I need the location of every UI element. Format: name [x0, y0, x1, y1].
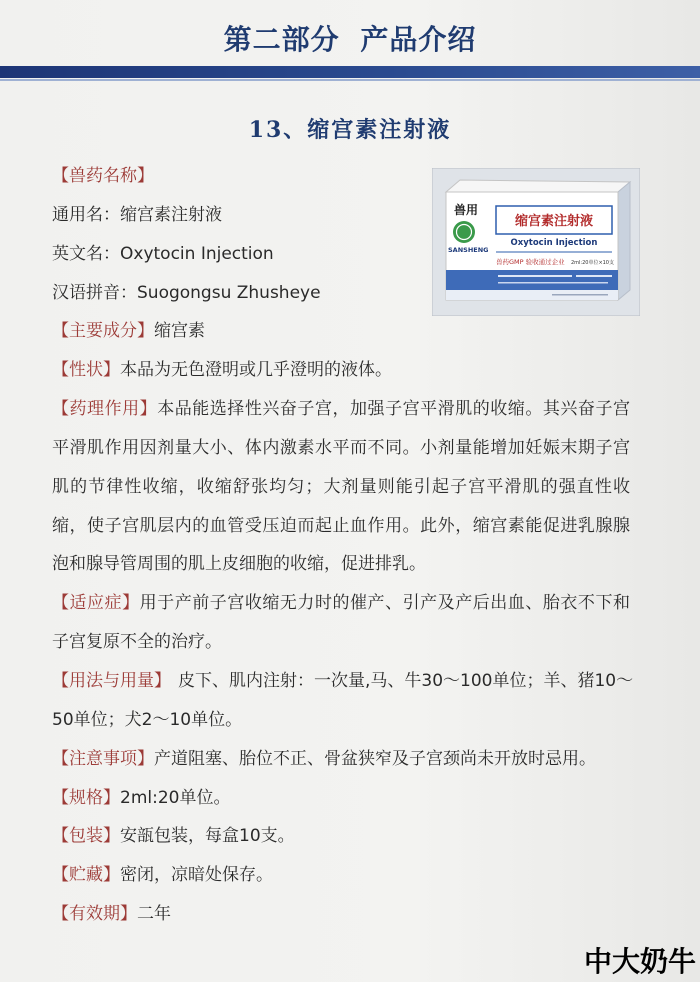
english-name [52, 235, 630, 274]
pharmacology-line: 平滑肌作用因剂量大小、体内激素水平而不同。小剂量能增加妊娠末期子宫 [52, 437, 630, 458]
section-label: 【包装】 [52, 826, 120, 847]
section-indications [52, 584, 630, 623]
pharmacology-line: 缩，使子宫肌层内的血管受压迫而起止血作用。此外，缩宫素能促进乳腺腺 [52, 515, 630, 536]
storage-text: 密闭，凉暗处保存。 [120, 865, 273, 886]
indications-line: 用于产前子宫收缩无力时的催产、引产及产后出血、胎衣不下和 [139, 593, 630, 614]
box-product-name: 缩宫素注射液 [514, 214, 594, 229]
section-label: 【兽药名称】 [52, 166, 154, 186]
header-band-line [0, 79, 700, 81]
dosage-line: 50单位；犬2～10单位。 [52, 709, 243, 730]
pharmacology-line: 泡和腺导管周围的肌上皮细胞的收缩，促进排乳。 [52, 554, 426, 575]
section-label: 【药理作用】 [52, 399, 158, 420]
section-precautions [52, 740, 630, 779]
section-label: 【用法与用量】 [52, 670, 171, 691]
pinyin-name-text: 汉语拼音：Suogongsu Zhusheye [52, 282, 321, 303]
section-label: 【主要成分】 [52, 321, 154, 342]
box-gmp-text: 兽药GMP 验收通过企业 [496, 258, 565, 266]
generic-name [52, 196, 630, 235]
dosage-row [52, 701, 630, 740]
section-label: 【适应症】 [52, 593, 140, 614]
section-storage [52, 856, 630, 895]
section-validity [52, 895, 630, 934]
section-drug-name [52, 157, 630, 196]
package-text: 安瓿包装，每盒10支。 [120, 826, 295, 847]
indications-row [52, 623, 630, 662]
section-header-title: 第二部分 产品介绍 [223, 23, 477, 56]
product-details [52, 157, 634, 934]
section-ingredients [52, 312, 630, 351]
section-label: 【贮藏】 [52, 865, 120, 886]
generic-name-text: 通用名：缩宫素注射液 [52, 204, 222, 225]
dosage-line: 皮下、肌内注射：一次量,马、牛30～100单位；羊、猪10～ [178, 670, 634, 691]
pharmacology-line: 肌的节律性收缩，收缩舒张均匀；大剂量则能引起子宫平滑肌的强直性收 [52, 476, 630, 497]
box-brand: SANSHENG [448, 246, 489, 254]
pharmacology-row [52, 507, 630, 546]
specification-text: 2ml:20单位。 [120, 787, 231, 808]
section-properties [52, 351, 630, 390]
pinyin-name [52, 274, 630, 313]
section-pharmacology [52, 390, 630, 429]
product-title: 13、缩宫素注射液 [248, 117, 452, 143]
section-label: 【注意事项】 [52, 748, 154, 769]
pharmacology-row [52, 429, 630, 468]
validity-text: 二年 [137, 904, 171, 925]
pharmacology-row [52, 468, 630, 507]
box-product-name-en: Oxytocin Injection [510, 238, 598, 248]
watermark: 中大奶牛 [583, 945, 696, 978]
section-label: 【性状】 [52, 360, 120, 381]
properties-text: 本品为无色澄明或几乎澄明的液体。 [120, 360, 392, 381]
section-label: 【规格】 [52, 787, 120, 808]
ingredients-text: 缩宫素 [154, 321, 205, 342]
pharmacology-row [52, 545, 630, 584]
box-tag: 兽用 [454, 203, 479, 217]
header-band [0, 66, 700, 78]
section-specification [52, 779, 630, 818]
english-name-text: 英文名：Oxytocin Injection [52, 243, 274, 264]
precautions-text: 产道阻塞、胎位不正、骨盆狭窄及子宫颈尚未开放时忌用。 [154, 748, 596, 769]
pharmacology-line: 本品能选择性兴奋子宫，加强子宫平滑肌的收缩。其兴奋子宫 [157, 399, 630, 420]
indications-line: 子宫复原不全的治疗。 [52, 632, 222, 653]
section-package [52, 817, 630, 856]
section-dosage [52, 662, 634, 701]
section-label: 【有效期】 [52, 904, 137, 925]
box-spec-text: 2ml:20单位×10支 [570, 260, 614, 266]
